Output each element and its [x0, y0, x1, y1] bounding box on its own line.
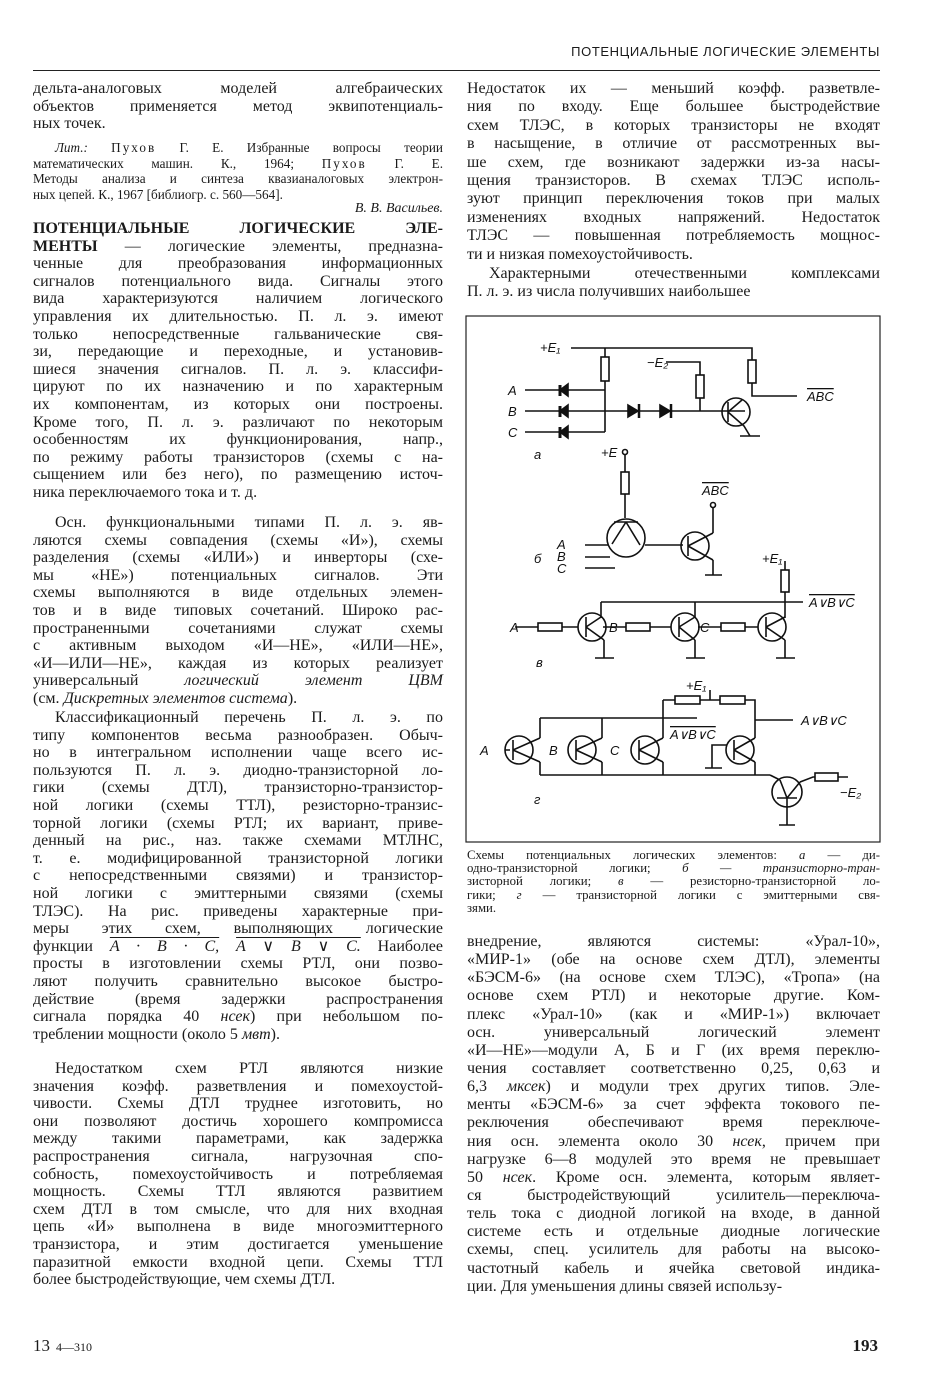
text-line: плекс «Урал-10» (как и «МИР-1») включает	[467, 1005, 880, 1023]
text-span: гики;	[467, 887, 517, 902]
running-header: ПОТЕНЦИАЛЬНЫЕ ЛОГИЧЕСКИЕ ЭЛЕМЕНТЫ	[571, 44, 880, 59]
text-line: денный на рис., наз. также схемами МТЛНС,	[33, 832, 443, 850]
label-e2-a: −E₂	[647, 355, 669, 370]
text-span: нсек	[220, 1008, 250, 1026]
text-line: ции. Для уменьшения длины связей использу-	[467, 1277, 783, 1295]
text-line: мы «НЕ») потенциальных сигналов. Эти	[33, 566, 443, 584]
text-line: схем ДТЛ в том смысле, что для них входная	[33, 1200, 443, 1218]
text-span: Наиболее	[360, 937, 443, 955]
text-line: сыщением или без него), по размещению источ-	[33, 466, 443, 484]
text-span: математических машин. К., 1964;	[33, 155, 322, 171]
text-line: П. л. э. из числа получивших наибольшее	[467, 282, 751, 300]
text-line: Характерными отечественными комплексами	[489, 265, 880, 282]
text-line: чения составляет соответственно 0,25, 0,63 и	[467, 1059, 880, 1077]
text-span: б — транзисторно-тран-	[682, 861, 880, 876]
text-line: просты в изготовлении схемы РТЛ, они позво-	[33, 955, 443, 973]
text-line: они позволяют достичь хорошего компромисса	[33, 1112, 443, 1130]
text-line: значения коэфф. разветвления и помехоустой-	[33, 1077, 443, 1095]
label-b-b: B	[557, 549, 566, 564]
text-line: Кроме того, П. л. э. различают по некоторым	[33, 413, 443, 431]
text-span: , причем при	[761, 1132, 880, 1150]
text-line: гики (схемы ДТЛ), транзисторно-транзистор-	[33, 779, 443, 797]
text-span: универсальный	[33, 672, 185, 690]
text-line: сигналов потенциального вида. Сигналы этого	[33, 272, 443, 290]
text-span: МЕНТЫ	[33, 237, 98, 255]
label-sub-a: а	[534, 447, 542, 462]
text-span: ния осн. элемента около 30	[467, 1132, 733, 1150]
text-line: «И—ИЛИ—НЕ», каждая из которых реализует	[33, 654, 443, 672]
text-span: ПОТЕНЦИАЛЬНЫЕ ЛОГИЧЕСКИЕ ЭЛЕ-	[33, 220, 443, 237]
label-or-g: A∨B∨C	[801, 713, 847, 728]
text-span: ).	[270, 1025, 280, 1043]
page-number: 193	[852, 1336, 878, 1355]
text-span: ) и модули трех других типов. Эле-	[545, 1078, 881, 1096]
text-line: внедрение, являются системы: «Урал-10»,	[467, 933, 880, 950]
text-line: Недостаток их — меньший коэфф. разветвле-	[467, 80, 880, 97]
text-line: между такими параметрами, как задержка	[33, 1130, 443, 1148]
text-span: мксек	[506, 1078, 546, 1096]
text-line: ТЛЭС — повышенная потребляемость мощнос-	[467, 227, 880, 245]
signature-code: 4—310	[56, 1340, 92, 1354]
text-line: схемы, спец. усилитель для работы на высоко-	[467, 1241, 880, 1259]
text-span: Г. Е.	[366, 155, 443, 171]
circuit-b	[585, 450, 722, 576]
text-span: Лит.:	[55, 140, 112, 155]
label-nand-a: ABC	[807, 389, 834, 404]
label-a-b: A	[557, 537, 566, 552]
label-c-v: C	[700, 620, 710, 635]
text-line: ченные для преобразования информационных	[33, 255, 443, 273]
text-span: — логические элементы, предназна-	[97, 237, 443, 255]
text-line: «БЭСМ-6» (на основе схем ТЛЭС), «Тропа» (на	[467, 969, 880, 987]
text-span: Г. Е. Избранные вопросы теории	[156, 140, 443, 155]
text-line: частотный кабель и ячейка световой индика-	[467, 1259, 880, 1277]
text-line: управления их длительностью. П. л. э. имеют	[33, 307, 443, 325]
text-span: 6,3	[467, 1078, 507, 1096]
text-line: в насыщение, в отличие от рассмотренных вы-	[467, 135, 880, 153]
text-line: более быстродействующие, чем схемы ДТЛ.	[33, 1271, 336, 1289]
footer-signature	[33, 1336, 92, 1356]
text-line: пространенными сочетаниями служат схемы	[33, 619, 443, 637]
text-line: т. е. модифицированной транзисторной логики	[33, 849, 443, 867]
label-b-a: B	[508, 404, 517, 419]
label-a-g: A	[480, 743, 489, 758]
text-span: Дискретных элементов система	[63, 689, 288, 707]
label-a-v: A	[510, 620, 519, 635]
text-line: торной логики (схемы РТЛ; их вариант, приве-	[33, 814, 443, 832]
text-span: Пухов	[321, 155, 367, 171]
text-line: по режиму работы транзисторов (схемы с на-	[33, 448, 443, 466]
text-line: Осн. функциональными типами П. л. э. яв-	[55, 514, 443, 531]
text-line: зуют принцип переключения токов при малых	[467, 190, 880, 208]
text-span: мвт	[241, 1025, 271, 1043]
text-span: ) при небольшом по-	[249, 1008, 443, 1026]
text-span: A ∨ B ∨ C.	[236, 937, 361, 955]
text-line: цируют по их назначению и по характерным	[33, 378, 443, 396]
text-line: действие (время задержки распространения	[33, 990, 443, 1008]
text-line: распространения сигнала, нагрузочная спо-	[33, 1147, 443, 1165]
text-line: чивости. Схемы ДТЛ труднее изготовить, но	[33, 1095, 443, 1113]
text-line: шиеся значения сигналов. П. л. э. классифи-	[33, 360, 443, 378]
text-line: схем ТЛЭС, в которых транзисторы не входят	[467, 116, 880, 134]
text-line: Недостатком схем РТЛ являются низкие	[55, 1060, 443, 1077]
signature-mark: 13	[33, 1336, 50, 1355]
text-span: — ди-	[805, 848, 880, 862]
text-line: тель тока с диодной логикой на входе, в данной	[467, 1205, 880, 1223]
text-span: В. В. Васильев.	[354, 201, 443, 216]
text-line: ти и низкая помехоустойчивость.	[467, 245, 693, 263]
text-span: Пухов	[111, 140, 157, 155]
label-e1-v: +E₁	[762, 551, 783, 566]
text-span: г	[516, 887, 522, 902]
text-line: объектов применяется метод эквипотенциаль-	[33, 97, 443, 115]
text-line: нагрузке 6—8 модулей это время не превышает	[467, 1150, 880, 1168]
label-nor-g: A∨B∨C	[670, 727, 716, 742]
text-line: «МИР-1» (обе на основе схем ДТЛ), элементы	[467, 951, 880, 969]
text-span: треблении мощности (около 5	[33, 1025, 242, 1043]
text-line: зями.	[467, 900, 497, 915]
text-span: логический элемент ЦВМ	[184, 672, 444, 690]
text-line: тов и в виде типовых сочетаний. Широко рас-	[33, 601, 443, 619]
text-line: ной логики с эмиттерными связями (схемы	[33, 884, 443, 902]
text-line: зи, передающие и переходные, и установив-	[33, 343, 443, 361]
text-span: зисторной логики;	[467, 874, 619, 889]
text-line: но в интегральном исполнении чаще всего ис-	[33, 744, 443, 762]
text-line: с непосредственными связями) и транзистор-	[33, 867, 443, 885]
text-span: A · B · C,	[109, 937, 220, 955]
text-span: а	[798, 848, 806, 862]
label-e-b: +E	[601, 445, 618, 460]
text-span: сигнала порядка 40	[33, 1008, 221, 1026]
text-span: . Кроме осн. элемента, которым являет-	[532, 1168, 880, 1186]
text-line: только непосредственные гальванические свя-	[33, 325, 443, 343]
text-span: функции	[33, 937, 110, 955]
text-span: нсек	[502, 1168, 533, 1186]
text-span: одно-транзисторной логики;	[467, 861, 683, 876]
label-e1-a: +E₁	[540, 340, 561, 355]
label-e2-g: −E₂	[840, 785, 862, 800]
text-line: реключения обеспечивают время переключе-	[467, 1114, 880, 1132]
text-line: ТЛЭС). На рис. приведены характерные при-	[33, 902, 443, 920]
text-line: их компонентам, из которых они построены.	[33, 395, 443, 413]
text-line: ных точек.	[33, 115, 106, 133]
text-span: нсек	[732, 1132, 762, 1150]
text-line: ной логики (схемы ТТЛ), резисторно-транзис-	[33, 796, 443, 814]
text-span: Схемы потенциальных логических элементов:	[467, 848, 799, 862]
label-sub-g: г	[534, 792, 541, 807]
text-line: ся быстродействующий усилитель—переключа-	[467, 1186, 880, 1204]
text-line: менты «БЭСМ-6» за счет эффекта токового пе-	[467, 1096, 880, 1114]
label-c-b: C	[557, 561, 567, 576]
text-span: (см.	[33, 689, 64, 707]
text-line: Классификационный перечень П. л. э. по	[55, 709, 443, 726]
text-line: вида характеризуются наличием логического	[33, 290, 443, 308]
text-line: транзистора, и этим достигается уменьшение	[33, 1235, 443, 1253]
text-line: с активным выходом «И—НЕ», «ИЛИ—НЕ»,	[33, 637, 443, 655]
label-a-a: A	[508, 383, 517, 398]
text-span: ).	[287, 689, 298, 707]
text-line: дельта-аналоговых моделей алгебраических	[33, 80, 443, 97]
text-line: цепь «И» выполнена в виде многоэмиттерного	[33, 1218, 443, 1236]
text-span: в	[618, 874, 624, 889]
text-line: разделения (схемы «ИЛИ») и инверторы (схе-	[33, 549, 443, 567]
text-line: осн. универсальный логический элемент	[467, 1023, 880, 1041]
text-line: паразитной емкости входной цепи. Схемы ТТЛ	[33, 1253, 443, 1271]
text-line: ляют получить сравнительно высокое быстро-	[33, 972, 443, 990]
text-span: — транзисторной логики с эмиттерными свя-	[521, 887, 880, 902]
text-line: мощность. Схемы ТТЛ являются развитием	[33, 1183, 443, 1201]
text-line: ных цепей. К., 1967 [библиогр. с. 560—564].	[33, 186, 283, 202]
label-c-a: C	[508, 425, 518, 440]
text-line: типу компонентов весьма разнообразен. Обыч-	[33, 726, 443, 744]
text-span: 50	[467, 1168, 503, 1186]
text-line: схемы выполняются в виде отдельных элемен-	[33, 584, 443, 602]
text-line: особенностям их функционирования, напр.,	[33, 431, 443, 449]
label-b-g: B	[549, 743, 558, 758]
text-line: ше схем, где возникают задержки из-за насы-	[467, 153, 880, 171]
text-line: ляются схемы совпадения (схемы «И»), схемы	[33, 531, 443, 549]
label-c-g: C	[610, 743, 620, 758]
text-line: собность, помехоустойчивость и потребляемая	[33, 1165, 443, 1183]
text-line: пользуются П. л. э. диодно-транзисторной ло-	[33, 761, 443, 779]
text-line: щения транзисторов. В схемах ТЛЭС исполь-	[467, 171, 880, 189]
label-e1-g: +E₁	[686, 678, 707, 693]
text-line: системе есть и отдельные диодные логические	[467, 1223, 880, 1241]
text-line: Методы анализа и синтеза квазианалоговых электрон-	[33, 171, 443, 187]
text-line: «И—НЕ»—модули А, Б и Г (их время переклю-	[467, 1041, 880, 1059]
label-b-v: B	[609, 620, 618, 635]
text-line: основе схем РТЛ) и некоторые другие. Ком-	[467, 987, 880, 1005]
text-line: изменениях входных напряжений. Недостаток	[467, 208, 880, 226]
label-sub-v: в	[536, 655, 543, 670]
text-line: ника переключаемого тока и т. д.	[33, 483, 258, 501]
text-span: — резисторно-транзисторной ло-	[623, 874, 880, 889]
label-sub-b: б	[534, 551, 542, 566]
text-line: меры этих схем, выполняющих логические	[33, 920, 443, 938]
label-nor-v: A∨B∨C	[809, 595, 855, 610]
text-line: ния по входу. Еще большее быстродействие	[467, 98, 880, 116]
label-nand-b: ABC	[702, 483, 729, 498]
